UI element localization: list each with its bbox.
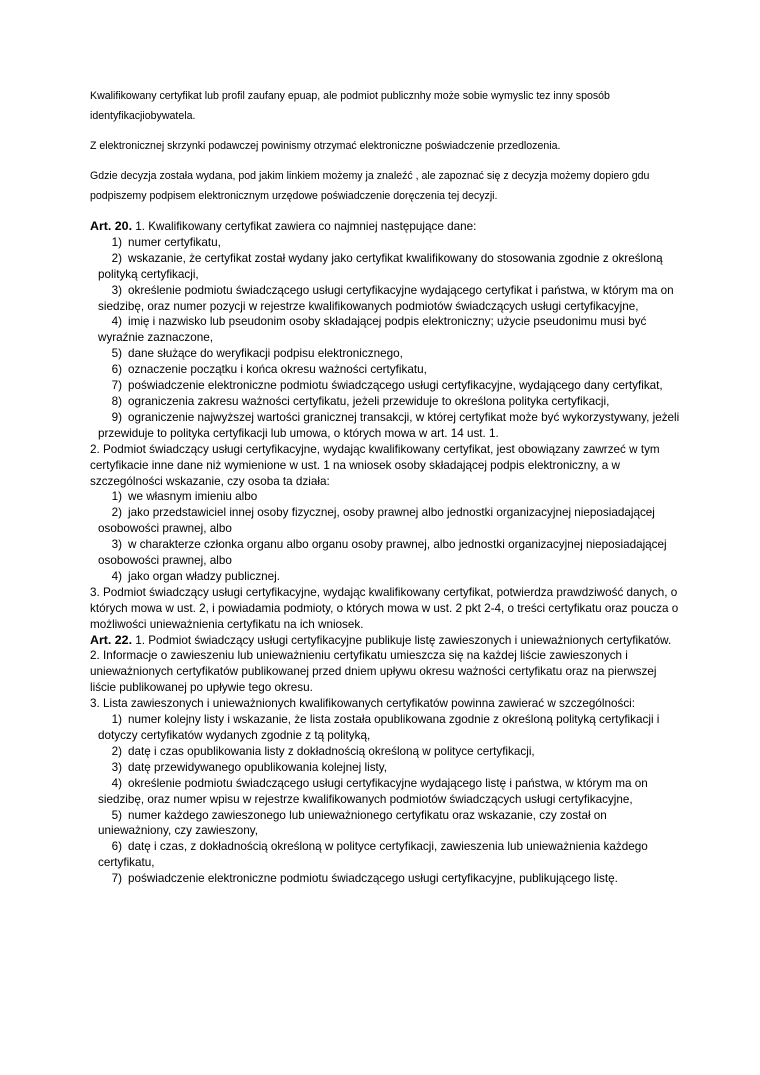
- item-number: 6): [111, 840, 122, 854]
- art22-paragraph-2: 2. Informacje o zawieszeniu lub unieważnieniu certyfikatu umieszcza się na każdej liście zawieszonych i unieważnionych certyfikatów publikowanej przed dniem upływu okresu ważności certyfikatu oraz na pierwszej liście publikowanej po upływie tego okresu.: [90, 649, 657, 695]
- article-label: Art. 20.: [90, 219, 133, 233]
- item-number: 4): [111, 569, 122, 583]
- item-number: 8): [111, 394, 122, 408]
- item-number: 4): [111, 315, 122, 329]
- item-text: datę i czas, z dokładnością określoną w polityce certyfikacji, zawieszenia lub unieważnienia każdego certyfikatu,: [98, 840, 648, 870]
- item-number: 1): [111, 713, 122, 727]
- list-item: [90, 410, 682, 442]
- list-item: [90, 378, 682, 394]
- item-text: imię i nazwisko lub pseudonim osoby składającej podpis elektroniczny; użycie pseudonimu musi być wyraźnie zaznaczone,: [98, 315, 647, 345]
- art22-paragraph-1: [90, 633, 682, 649]
- art20-intro: [90, 219, 682, 235]
- notes-section: [90, 86, 680, 216]
- item-number: 2): [111, 744, 122, 758]
- list-item: [90, 839, 682, 871]
- item-number: 3): [111, 760, 122, 774]
- item-text: określenie podmiotu świadczącego usługi certyfikacyjne wydającego listę i państwa, w którym ma on siedzibę, oraz numer wpisu w rejestrze kwalifikowanych podmiotów świadczących usługi certyfikacyjne,: [98, 776, 648, 806]
- note-paragraph: Gdzie decyzja została wydana, pod jakim linkiem możemy ja znaleźć , ale zapoznać się z decyzja możemy dopiero gdu podpiszemy podpisem elektronicznym urzędowe poświadczenie doręczenia tej decyzji.: [90, 170, 650, 202]
- list-item: [90, 808, 682, 840]
- item-text: ograniczenie najwyższej wartości granicznej transakcji, w której certyfikat może być wykorzystywany, jeżeli przewiduje to polityka certyfikacji lub umowa, o których mowa w art. 14 ust. 1.: [98, 410, 680, 440]
- list-item: [90, 489, 682, 505]
- item-text: poświadczenie elektroniczne podmiotu świadczącego usługi certyfikacyjne, wydającego dany certyfikat,: [128, 379, 663, 393]
- item-number: 1): [111, 490, 122, 504]
- list-item: [90, 537, 682, 569]
- item-text: numer kolejny listy i wskazanie, że lista została opublikowana zgodnie z określoną polityką certyfikacji i dotyczy certyfikatów wydanych zgodnie z tą polityką,: [98, 713, 660, 742]
- item-text: datę i czas opublikowania listy z dokładnością określoną w polityce certyfikacji,: [128, 744, 535, 758]
- list-item: [90, 712, 682, 744]
- article-label: Art. 22.: [90, 632, 133, 647]
- item-text: numer certyfikatu,: [128, 235, 221, 249]
- law-text: [90, 219, 682, 887]
- item-number: 9): [111, 410, 122, 424]
- list-item: [90, 346, 682, 362]
- list-item: [90, 362, 682, 378]
- list-item: [90, 871, 682, 887]
- note-paragraph: Z elektronicznej skrzynki podawczej powinismy otrzymać elektroniczne poświadczenie przedlozenia.: [90, 140, 561, 152]
- art20-paragraph-2: 2. Podmiot świadczący usługi certyfikacyjne, wydając kwalifikowany certyfikat, jest obowiązany zawrzeć w tym certyfikacie inne dane niż wymienione w ust. 1 na wniosek osoby składającej podpis elektroniczny, a w szczególności wskazanie, czy osoba ta działa:: [90, 442, 660, 488]
- item-text: w charakterze członka organu albo organu osoby prawnej, albo jednostki organizacyjnej nieposiadającej osobowości prawnej, albo: [98, 538, 667, 568]
- list-item: [90, 569, 682, 585]
- item-number: 7): [111, 872, 122, 886]
- item-text: jako przedstawiciel innej osoby fizycznej, osoby prawnej albo jednostki organizacyjnej nieposiadającej osobowości prawnej, albo: [98, 506, 655, 536]
- item-number: 7): [111, 379, 122, 393]
- item-text: określenie podmiotu świadczącego usługi certyfikacyjne wydającego certyfikat i państwa, w którym ma on siedzibę, oraz numer pozycji w rejestrze kwalifikowanych podmiotów świadczących usługi certyfikacyjne,: [98, 283, 674, 313]
- item-text: datę przewidywanego opublikowania kolejnej listy,: [128, 760, 388, 774]
- item-number: 2): [111, 251, 122, 265]
- article-intro-text: 1. Kwalifikowany certyfikat zawiera co najmniej następujące dane:: [135, 220, 477, 233]
- list-item: [90, 760, 682, 776]
- list-item: [90, 744, 682, 760]
- item-number: 1): [111, 235, 122, 249]
- list-item: [90, 505, 682, 537]
- item-number: 4): [111, 776, 122, 790]
- note-paragraph: Kwalifikowany certyfikat lub profil zaufany epuap, ale podmiot publicznhy może sobie wymyslic tez inny sposób identyfikacjiobywatela.: [90, 90, 610, 122]
- item-number: 3): [111, 283, 122, 297]
- item-text: wskazanie, że certyfikat został wydany jako certyfikat kwalifikowany do stosowania zgodnie z określoną polityką certyfikacji,: [98, 251, 663, 281]
- list-item: [90, 776, 682, 808]
- list-item: [90, 251, 682, 283]
- item-text: ograniczenia zakresu ważności certyfikatu, jeżeli przewiduje to określona polityka certyfikacji,: [128, 394, 610, 408]
- item-number: 3): [111, 538, 122, 552]
- item-number: 5): [111, 347, 122, 361]
- item-text: poświadczenie elektroniczne podmiotu świadczącego usługi certyfikacyjne, publikującego listę.: [128, 872, 618, 886]
- item-text: numer każdego zawieszonego lub unieważnionego certyfikatu oraz wskazanie, czy został on unieważniony, czy zawieszony,: [98, 808, 607, 838]
- item-number: 5): [111, 808, 122, 822]
- item-text: oznaczenie początku i końca okresu ważności certyfikatu,: [128, 363, 427, 377]
- list-item: [90, 394, 682, 410]
- article-intro-text: 1. Podmiot świadczący usługi certyfikacyjne publikuje listę zawieszonych i unieważnionych certyfikatów.: [135, 633, 672, 647]
- item-number: 2): [111, 506, 122, 520]
- art22-paragraph-3: 3. Lista zawieszonych i unieważnionych kwalifikowanych certyfikatów powinna zawierać w szczególności:: [90, 697, 636, 711]
- list-item: [90, 283, 682, 315]
- list-item: [90, 235, 682, 251]
- item-text: jako organ władzy publicznej.: [128, 569, 281, 583]
- item-number: 6): [111, 363, 122, 377]
- list-item: [90, 314, 682, 346]
- item-text: we własnym imieniu albo: [128, 490, 258, 504]
- item-text: dane służące do weryfikacji podpisu elektronicznego,: [128, 347, 403, 361]
- art20-paragraph-3: 3. Podmiot świadczący usługi certyfikacyjne, wydając kwalifikowany certyfikat, potwierdza prawdziwość danych, o których mowa w ust. 2, i powiadamia podmioty, o których mowa w ust. 2 pkt 2-4, o treści certyfikatu oraz poucza o możliwości unieważnienia certyfikatu na ich wniosek.: [90, 585, 679, 631]
